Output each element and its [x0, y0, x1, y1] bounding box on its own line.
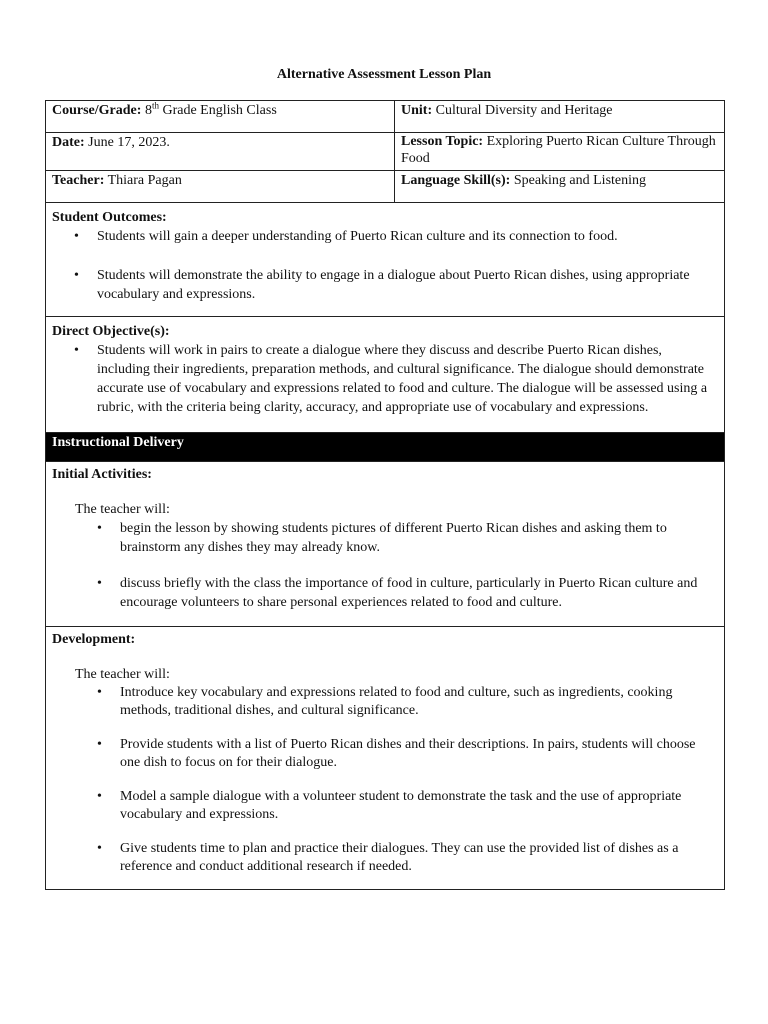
- unit-cell: [395, 101, 725, 133]
- development-heading: Development:: [52, 632, 136, 647]
- student-outcomes-row: [46, 203, 725, 317]
- initial-activities-heading: Initial Activities:: [52, 467, 152, 482]
- teacher-label: Teacher:: [52, 173, 105, 188]
- course-grade-cell: [46, 101, 395, 133]
- student-outcomes-list: [52, 227, 718, 304]
- date-label: Date:: [52, 135, 85, 150]
- teacher-value: Thiara Pagan: [104, 173, 182, 188]
- development-list: [52, 684, 718, 876]
- instructional-delivery-band: [46, 433, 725, 462]
- language-skill-label: Language Skill(s):: [401, 173, 511, 188]
- student-outcomes-cell: [46, 203, 725, 317]
- list-item: • Students will demonstrate the ability to engage in a dialogue about Puerto Rican dishes, using appropriate vocabulary and expressions.: [52, 266, 718, 304]
- initial-activities-row: [46, 462, 725, 627]
- unit-label: Unit:: [401, 103, 433, 118]
- course-grade-value: Grade English Class: [158, 103, 277, 118]
- course-grade-label: Course/Grade:: [52, 103, 142, 118]
- lesson-topic-cell: [395, 133, 725, 171]
- instructional-delivery-heading: Instructional Delivery: [46, 433, 725, 462]
- initial-activities-list: [52, 519, 718, 612]
- development-intro: The teacher will:: [75, 667, 170, 682]
- teacher-cell: [46, 171, 395, 203]
- initial-activities-intro: The teacher will:: [75, 502, 170, 517]
- list-item: • Give students time to plan and practice their dialogues. They can use the provided list of dishes as a reference and conduct additional research if needed.: [52, 840, 718, 876]
- lesson-plan-table: [45, 100, 725, 890]
- list-item: • discuss briefly with the class the importance of food in culture, particularly in Puerto Rican culture and encourage volunteers to share personal experiences related to food and culture.: [52, 574, 718, 612]
- lesson-topic-label: Lesson Topic:: [401, 134, 484, 149]
- direct-objectives-row: [46, 317, 725, 433]
- course-grade-ordinal: th: [151, 100, 159, 111]
- list-item: • Model a sample dialogue with a volunteer student to demonstrate the task and the use of appropriate vocabulary and expressions.: [52, 788, 718, 824]
- direct-objectives-cell: [46, 317, 725, 433]
- date-cell: [46, 133, 395, 171]
- course-grade-number: 8: [144, 103, 152, 118]
- list-item: • Introduce key vocabulary and expressions related to food and culture, such as ingredients, cooking methods, traditional dishes, and cultural significance.: [52, 684, 718, 720]
- date-value: June 17, 2023.: [84, 135, 170, 150]
- language-skill-value: Speaking and Listening: [510, 173, 647, 188]
- document-title: Alternative Assessment Lesson Plan: [276, 67, 492, 82]
- list-item: • Provide students with a list of Puerto Rican dishes and their descriptions. In pairs, students will choose one dish to focus on for their dialogue.: [52, 736, 718, 772]
- list-item: • Students will work in pairs to create a dialogue where they discuss and describe Puerto Rican dishes, including their ingredients, preparation methods, and cultural significance. The dialogue should demonstrate accurate use of vocabulary and expressions related to food and culture. The dialogue will be assessed using a rubric, with the criteria being clarity, accuracy, and appropriate use of vocabulary and expressions.: [52, 341, 718, 417]
- header-row-date: [46, 133, 725, 171]
- list-item: • begin the lesson by showing students pictures of different Puerto Rican dishes and asking them to brainstorm any dishes they may already know.: [52, 519, 718, 557]
- initial-activities-cell: [46, 462, 725, 627]
- direct-objectives-heading: Direct Objective(s):: [52, 324, 170, 339]
- student-outcomes-heading: Student Outcomes:: [52, 210, 167, 225]
- development-cell: [46, 627, 725, 890]
- lesson-topic-value: Exploring Puerto Rican Culture Through Food: [401, 134, 716, 166]
- direct-objectives-list: [52, 341, 718, 417]
- development-row: [46, 627, 725, 890]
- unit-value: Cultural Diversity and Heritage: [432, 103, 613, 118]
- list-item: • Students will gain a deeper understanding of Puerto Rican culture and its connection to food.: [52, 227, 718, 246]
- header-row-teacher: [46, 171, 725, 203]
- header-row-course: [46, 101, 725, 133]
- language-skill-cell: [395, 171, 725, 203]
